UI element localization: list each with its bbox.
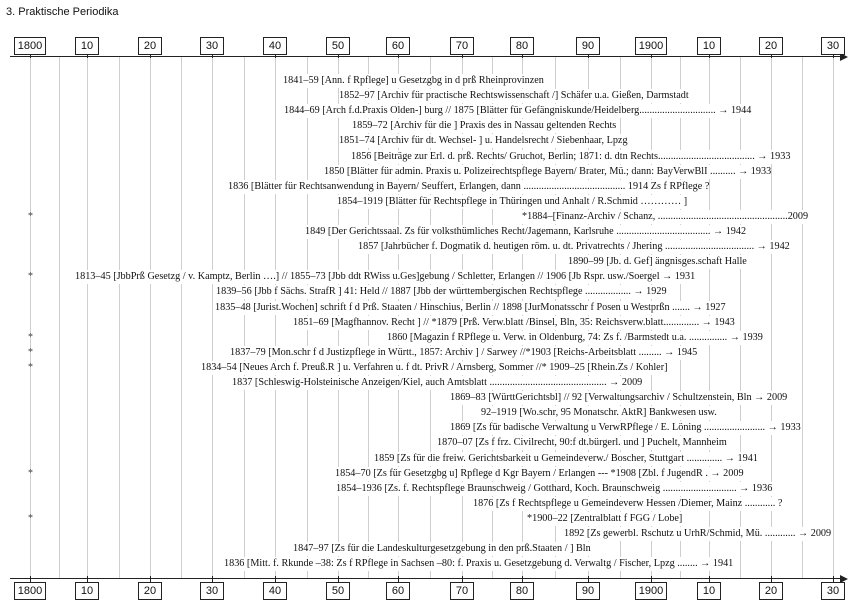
tick-label: 20: [138, 582, 162, 600]
periodical-entry: 1854–1936 [Zs. f. Rechtspflege Braunschweig / Gotthard, Koch. Braunschweig ............................. → 1936: [336, 482, 773, 494]
tick-label: 20: [138, 37, 162, 55]
tick-label: 30: [200, 582, 224, 600]
periodical-entry: 1851–74 [Archiv für dt. Wechsel- ] u. Handelsrecht / Siebenhaar, Lpzg: [339, 135, 628, 147]
grid-line: [181, 56, 182, 578]
tick-label: 10: [75, 582, 99, 600]
periodical-entry: 1860 [Magazin f RPflege u. Verw. in Oldenburg, 74: Zs f. /Barmstedt u.a. ............... → 1939: [387, 331, 763, 343]
tick-label: 1800: [14, 37, 46, 55]
tick-label: 90: [576, 37, 600, 55]
tick-label: 60: [386, 582, 410, 600]
periodical-entry: 1836 [Blätter für Rechtsanwendung in Bayern/ Seuffert, Erlangen, dann ........................................ 1914 Zs f RPflege ?: [228, 180, 710, 192]
periodical-entry: 1890–99 [Jb. d. Gef] ängnisges.schaft Halle: [568, 256, 747, 268]
periodical-entry: 1856 [Beiträge zur Erl. d. prß. Rechts/ Gruchot, Berlin; 1871: d. dtn Rechts...................................... → 1933: [351, 150, 791, 162]
periodical-entry: 1859–72 [Archiv für die ] Praxis des in Nassau geltenden Rechts: [352, 120, 617, 132]
tick-label: 20: [759, 37, 783, 55]
periodical-entry: 1836 [Mitt. f. Rkunde –38: Zs f RPflege in Sachsen –80: f. Praxis u. Gesetzgebung d. Verwaltg / Fischer, Lpzg ........ → 1941: [224, 558, 734, 570]
tick-label: 90: [576, 582, 600, 600]
periodical-entry: 1851–69 [Magfhannov. Recht ] // *1879 [Prß. Verw.blatt /Binsel, Bln, 35: Reichsverw.blatt.............. → 1943: [293, 316, 735, 328]
asterisk-marker: *: [28, 346, 33, 358]
periodical-entry: 1835–48 [Jurist.Wochen] schrift f d Prß. Staaten / Hinschius, Berlin // 1898 [JurMonatsschr f Posen u Westprßn ....... → 1927: [215, 301, 726, 313]
tick-label: 20: [759, 582, 783, 600]
periodical-entry: 1870–07 [Zs f frz. Civilrecht, 90:f dt.bürgerl. und ] Puchelt, Mannheim: [437, 437, 727, 449]
periodical-entry: 1857 [Jahrbücher f. Dogmatik d. heutigen röm. u. dt. Privatrechts / Jhering ................................... → 1942: [358, 241, 790, 253]
tick-label: 10: [697, 582, 721, 600]
periodical-entry: 1837–79 [Mon.schr f d Justizpflege in Württ., 1857: Archiv ] / Sarwey //*1903 [Reichs-Arbeitsblatt ......... → 1945: [230, 346, 698, 358]
grid-line: [244, 56, 245, 578]
asterisk-marker: *: [28, 210, 33, 222]
top-axis-line: [10, 56, 840, 57]
periodical-entry: 1892 [Zs gewerbl. Rschutz u UrhR/Schmid, Mü. ............ → 2009: [564, 528, 832, 539]
tick-label: 60: [386, 37, 410, 55]
asterisk-marker: *: [28, 271, 33, 283]
grid-line: [150, 56, 151, 578]
periodical-entry: 1869–83 [WürttGerichtsbl] // 92 [Verwaltungsarchiv / Schultzenstein, Bln → 2009: [450, 392, 788, 404]
periodical-entry: 1849 [Der Gerichtssaal. Zs für volksthümliches Recht/Jagemann, Karlsruhe ..................................... → 1942: [305, 226, 747, 237]
periodical-entry: 1869 [Zs für badische Verwaltung u VerwRPflege / E. Löning ........................ → 1933: [450, 422, 801, 434]
grid-line: [833, 56, 834, 578]
grid-line: [212, 56, 213, 578]
tick-label: 1800: [14, 582, 46, 600]
tick-label: 70: [450, 37, 474, 55]
asterisk-marker: *: [28, 512, 33, 524]
periodical-entry: 1813–45 [JbbPrß Gesetzg / v. Kamptz, Berlin ….] // 1855–73 [Jbb ddt RWiss u.Ges]gebung / Schletter, Erlangen // 1906 [Jb Rspr. usw./Soergel → 1931: [75, 271, 696, 283]
tick-label: 50: [326, 37, 350, 55]
tick-label: 80: [510, 37, 534, 55]
grid-line: [30, 56, 31, 578]
page-title: 3. Praktische Periodika: [6, 6, 119, 18]
periodical-entry: 1847–97 [Zs für die Landeskulturgesetzgebung in den prß.Staaten / ] Bln: [293, 543, 591, 555]
grid-line: [87, 56, 88, 578]
tick-label: 10: [75, 37, 99, 55]
tick-label: 10: [697, 37, 721, 55]
grid-line: [275, 56, 276, 578]
periodical-entry: 1850 [Blätter für admin. Praxis u. Polizeirechtspflege Bayern/ Brater, Mü.; dann: BayVerwBlI .......... → 1933: [324, 165, 772, 177]
tick-label: 50: [326, 582, 350, 600]
periodical-entry: 1852–97 [Archiv für practische Rechtswissenschaft /] Schäfer u.a. Gießen, Darmstadt: [339, 90, 689, 102]
periodical-entry: *1884–[Finanz-Archiv / Schanz, ...................................................2009: [522, 210, 809, 222]
periodical-entry: 1841–59 [Ann. f Rpflege] u Gesetzgbg in d prß Rheinprovinzen: [283, 75, 544, 86]
asterisk-marker: *: [28, 361, 33, 373]
tick-label: 80: [510, 582, 534, 600]
periodical-entry: 1854–70 [Zs für Gesetzgbg u] Rpflege d Kgr Bayern / Erlangen --- *1908 [Zbl. f JugendR . → 2009: [335, 467, 744, 479]
periodical-entry: *1900–22 [Zentralblatt f FGG / Lobe]: [527, 512, 683, 524]
periodical-entry: 1859 [Zs für die freiw. Gerichtsbarkeit u Gemeindeverw./ Boscher, Stuttgart .............. → 1941: [374, 452, 758, 464]
periodical-entry: 1844–69 [Arch f.d.Praxis Olden-] burg // 1875 [Blätter für Gefängniskunde/Heidelberg.............................. → 1944: [284, 105, 752, 117]
asterisk-marker: *: [28, 331, 33, 343]
tick-label: 70: [450, 582, 474, 600]
tick-label: 30: [821, 582, 845, 600]
grid-line: [59, 56, 60, 578]
periodical-entry: 1837 [Schleswig-Holsteinische Anzeigen/Kiel, auch Amtsblatt .............................................. → 2009: [232, 377, 643, 388]
tick-label: 1900: [635, 582, 667, 600]
tick-label: 30: [200, 37, 224, 55]
grid-line: [119, 56, 120, 578]
periodical-entry: 92–1919 [Wo.schr, 95 Monatschr. AktR] Bankwesen usw.: [481, 407, 717, 419]
periodical-entry: 1834–54 [Neues Arch f. Preuß.R ] u. Verfahren u. f dt. PrivR / Arnsberg, Sommer //* 1909–25 [Rhein.Zs / Kohler]: [201, 361, 668, 373]
grid-line: [802, 56, 803, 578]
asterisk-marker: *: [28, 467, 33, 479]
periodical-entry: 1854–1919 [Blätter für Rechtspflege in Thüringen und Anhalt / R.Schmid ………… ]: [337, 195, 688, 207]
tick-label: 40: [263, 582, 287, 600]
bottom-axis-line: [10, 578, 840, 579]
tick-label: 40: [263, 37, 287, 55]
tick-label: 1900: [635, 37, 667, 55]
periodical-entry: 1839–56 [Jbb f Sächs. StrafR ] 41: Held // 1887 [Jbb der württembergischen Rechtspflege .................. → 1929: [216, 286, 667, 298]
periodical-entry: 1876 [Zs f Rechtspflege u Gemeindeverw Hessen /Diemer, Mainz ............ ?: [473, 497, 783, 509]
tick-label: 30: [821, 37, 845, 55]
